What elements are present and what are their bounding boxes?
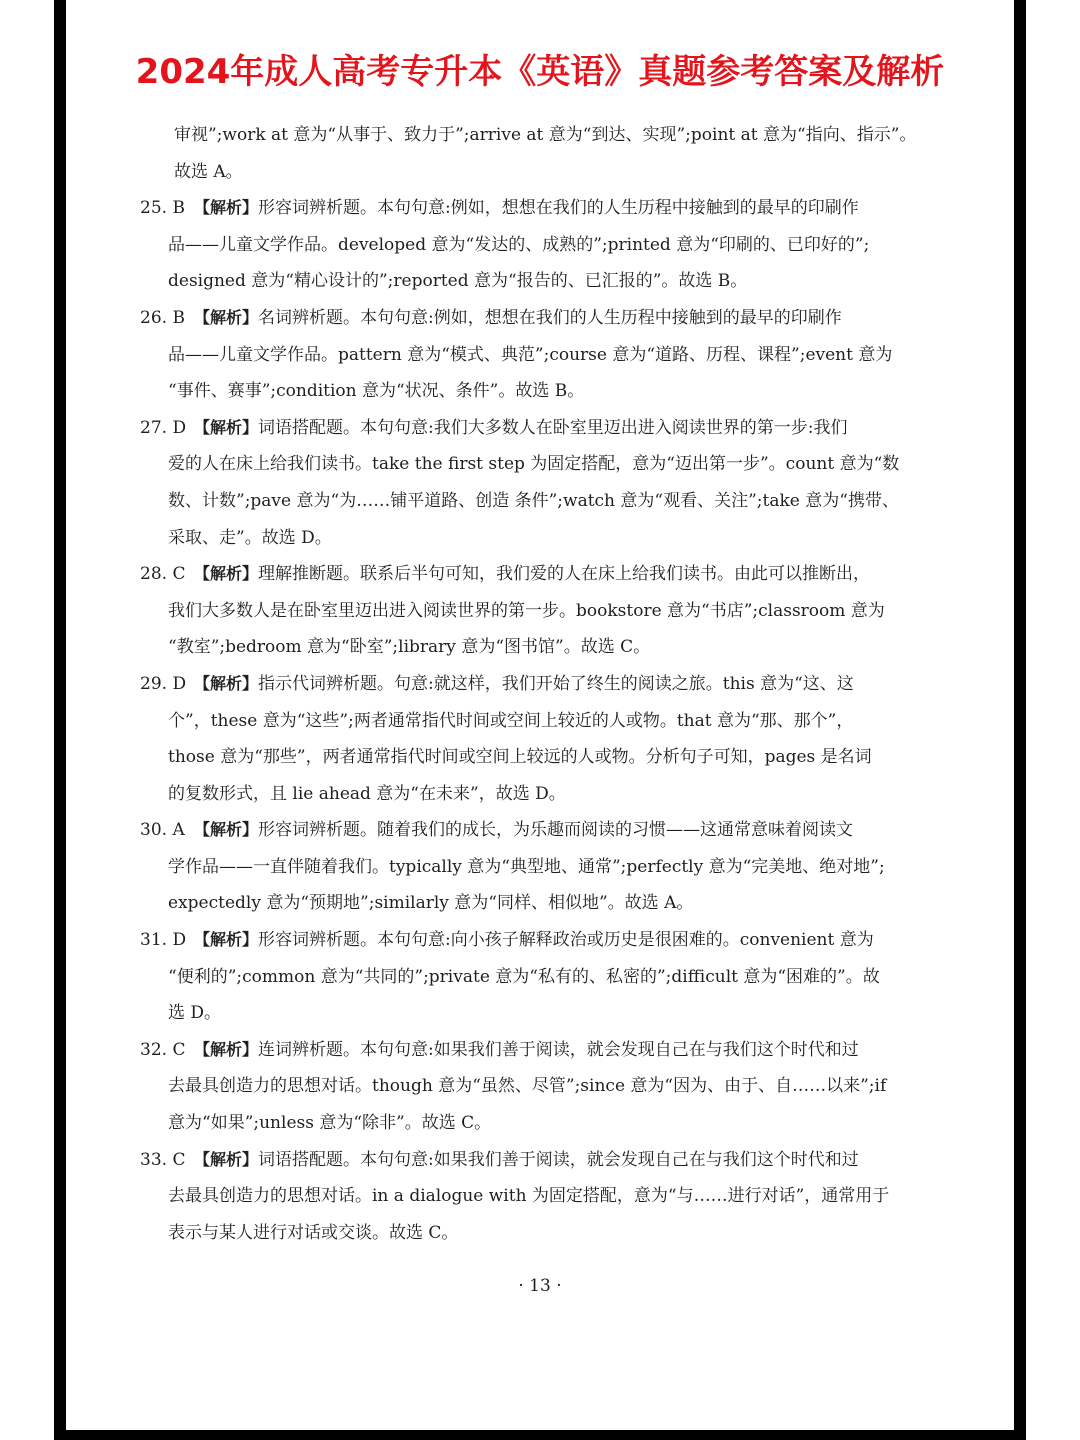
answer-explanations [140,117,960,1251]
page-number: · 13 · [518,1276,562,1296]
explanation-text: 名词辨析题。本句句意:例如，想想在我们的人生历程中接触到的最早的印刷作 [258,307,842,328]
analysis-tag: 【解析】 [194,564,259,584]
question-number: 26. B [140,307,185,328]
explanation-text: 词语搭配题。本句句意:我们大多数人在卧室里迈出进入阅读世界的第一步:我们 [258,417,848,438]
continuation-line: 审视”;work at 意为“从事于、致力于”;arrive at 意为“到达、实现”;point at 意为“指向、指示”。 [174,125,917,145]
answer-first-line [140,922,960,959]
bottom-border [54,1430,1026,1440]
answer-first-line [140,556,960,593]
explanation-line: “便利的”;common 意为“共同的”;private 意为“私有的、私密的”;difficult 意为“困难的”。故 [168,966,880,987]
left-border [54,0,66,1440]
answer-item [140,556,960,666]
answer-first-line [140,1142,960,1179]
answer-item [140,300,960,410]
answer-item [140,922,960,1032]
analysis-tag: 【解析】 [194,930,259,950]
explanation-text: 形容词辨析题。本句句意:向小孩子解释政治或历史是很困难的。convenient 意为 [258,930,874,951]
explanation-line: 意为“如果”;unless 意为“除非”。故选 C。 [168,1113,492,1134]
question-number: 27. D [140,417,187,438]
explanation-line: 去最具创造力的思想对话。though 意为“虽然、尽管”;since 意为“因为、由于、自……以来”;if [168,1076,887,1097]
question-number: 25. B [140,198,185,219]
explanation-line: 品——儿童文学作品。developed 意为“发达的、成熟的”;printed 意为“印刷的、已印好的”; [168,234,870,255]
explanation-line: 表示与某人进行对话或交谈。故选 C。 [168,1222,459,1243]
answer-item [140,1032,960,1142]
answer-first-line [140,190,960,227]
explanation-line: 我们大多数人是在卧室里迈出进入阅读世界的第一步。bookstore 意为“书店”;classroom 意为 [168,600,885,621]
answer-item [140,666,960,812]
explanation-line: 学作品——一直伴随着我们。typically 意为“典型地、通常”;perfectly 意为“完美地、绝对地”; [168,856,885,877]
right-border [1014,0,1026,1440]
explanation-line: expectedly 意为“预期地”;similarly 意为“同样、相似地”。故选 A。 [168,893,694,914]
analysis-tag: 【解析】 [194,307,259,327]
explanation-text: 连词辨析题。本句句意:如果我们善于阅读，就会发现自己在与我们这个时代和过 [258,1039,859,1060]
explanation-line: “事件、赛事”;condition 意为“状况、条件”。故选 B。 [168,381,585,402]
answer-item [140,410,960,556]
explanation-text: 理解推断题。联系后半句可知，我们爱的人在床上给我们读书。由此可以推断出， [258,564,871,585]
analysis-tag: 【解析】 [194,820,259,840]
question-number: 32. C [140,1039,186,1060]
answer-first-line [140,1032,960,1069]
explanation-line: designed 意为“精心设计的”;reported 意为“报告的、已汇报的”。故选 B。 [168,271,748,292]
explanation-line: 个”，these 意为“这些”;两者通常指代时间或空间上较近的人或物。that 意为“那、那个”， [168,710,854,731]
explanation-line: 品——儿童文学作品。pattern 意为“模式、典范”;course 意为“道路、历程、课程”;event 意为 [168,344,893,365]
answer-list [140,190,960,1251]
explanation-line: 采取、走”。故选 D。 [168,527,332,548]
answer-first-line [140,300,960,337]
explanation-line: 的复数形式，且 lie ahead 意为“在未来”，故选 D。 [168,783,566,804]
explanation-line: 爱的人在床上给我们读书。take the first step 为固定搭配，意为“迈出第一步”。count 意为“数 [168,454,900,475]
explanation-line: 去最具创造力的思想对话。in a dialogue with 为固定搭配，意为“与……进行对话”，通常用于 [168,1186,890,1207]
question-number: 33. C [140,1149,186,1170]
explanation-text: 形容词辨析题。本句句意:例如，想想在我们的人生历程中接触到的最早的印刷作 [258,198,859,219]
question-number: 30. A [140,820,185,841]
explanation-text: 形容词辨析题。随着我们的成长，为乐趣而阅读的习惯——这通常意味着阅读文 [258,820,854,841]
answer-first-line [140,666,960,703]
analysis-tag: 【解析】 [194,1149,259,1169]
analysis-tag: 【解析】 [194,1039,259,1059]
answer-item [140,190,960,300]
analysis-tag: 【解析】 [194,673,259,693]
explanation-text: 指示代词辨析题。句意:就这样，我们开始了终生的阅读之旅。this 意为“这、这 [258,673,854,694]
question-number: 29. D [140,673,187,694]
answer-item [140,1142,960,1252]
explanation-line: 数、计数”;pave 意为“为……铺平道路、创造 条件”;watch 意为“观看、关注”;take 意为“携带、 [168,490,899,511]
analysis-tag: 【解析】 [194,198,259,218]
question-number: 31. D [140,930,187,951]
question-number: 28. C [140,564,186,585]
answer-item [140,812,960,922]
continuation-line: 故选 A。 [174,161,243,182]
analysis-tag: 【解析】 [194,417,259,437]
explanation-line: those 意为“那些”，两者通常指代时间或空间上较远的人或物。分析句子可知，pages 是名词 [168,747,872,768]
explanation-text: 词语搭配题。本句句意:如果我们善于阅读，就会发现自己在与我们这个时代和过 [258,1149,859,1170]
explanation-line: “教室”;bedroom 意为“卧室”;library 意为“图书馆”。故选 C。 [168,637,651,658]
banner-title: 2024年成人高考专升本《英语》真题参考答案及解析 [135,52,945,92]
answer-first-line [140,410,960,447]
answer-first-line [140,812,960,849]
explanation-line: 选 D。 [168,1003,222,1024]
